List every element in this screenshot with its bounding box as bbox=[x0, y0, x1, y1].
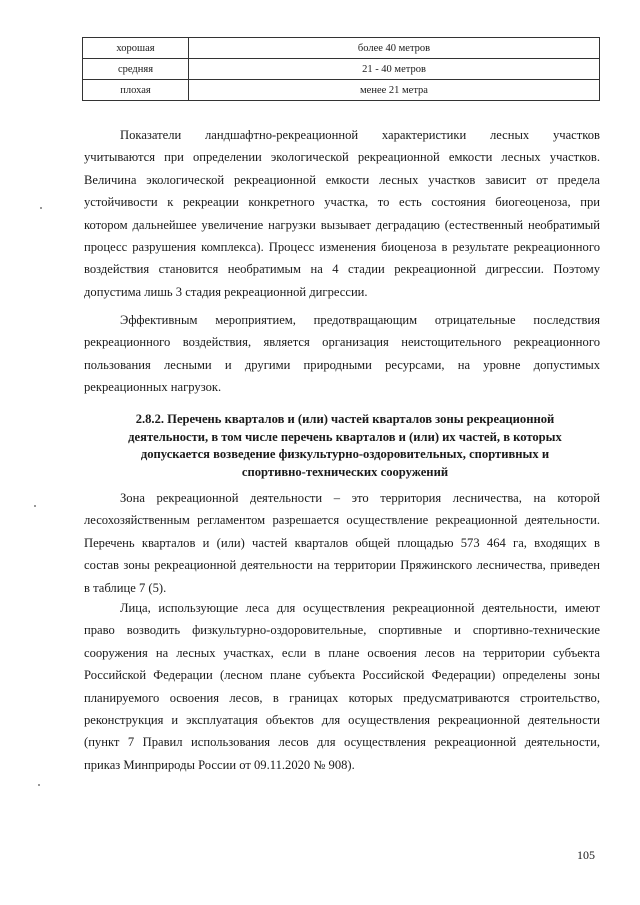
text-line: рекреационных нагрузок. bbox=[84, 380, 222, 395]
text-line: Зона рекреационной деятельности – это территория лесничества, на которой bbox=[120, 491, 600, 505]
paragraph-recreation-zone bbox=[84, 487, 600, 599]
text-line: в таблице 7 (5). bbox=[84, 580, 167, 595]
paragraph-recreation-indicators bbox=[84, 124, 600, 303]
grade-cell: хорошая bbox=[83, 38, 189, 59]
table-row bbox=[83, 59, 600, 80]
grade-cell: плохая bbox=[83, 80, 189, 101]
scan-speck bbox=[34, 505, 36, 507]
text-line: Величина экологической рекреационной емкости лесных участков зависит от предела bbox=[84, 172, 600, 187]
text-line: котором дальнейшее увеличение нагрузки вызывает деградацию (естественный необратимый bbox=[84, 217, 600, 232]
text-line: пользования лесными и другими природными ресурсами, на уровне допустимых bbox=[84, 357, 600, 372]
text-line: приказ Минприроды России от 09.11.2020 № 908). bbox=[84, 757, 355, 772]
table-row bbox=[83, 38, 600, 59]
grade-cell: средняя bbox=[83, 59, 189, 80]
text-line: Перечень кварталов и (или) частей кварталов общей площадью 573 464 га, входящих в bbox=[84, 535, 600, 550]
value-cell: более 40 метров bbox=[189, 38, 600, 59]
value-cell: менее 21 метра bbox=[189, 80, 600, 101]
text-line: Лица, использующие леса для осуществления рекреационной деятельности, имеют bbox=[120, 601, 600, 615]
section-heading bbox=[110, 411, 580, 481]
text-line: (пункт 7 Правил использования лесов для осуществления рекреационной деятельности, bbox=[84, 735, 600, 750]
text-line: право возводить физкультурно-оздоровительные, спортивные и спортивно-технические bbox=[84, 623, 600, 638]
table-row bbox=[83, 80, 600, 101]
value-cell: 21 - 40 метров bbox=[189, 59, 600, 80]
text-line: допустима лишь 3 стадия рекреационной дигрессии. bbox=[84, 284, 368, 299]
text-line: Российской Федерации (лесном плане субъекта Российской Федерации) определены зоны bbox=[84, 668, 600, 683]
scan-speck bbox=[38, 784, 40, 786]
text-line: воздействия становится необратимым на 4 стадии рекреационной дигрессии. Поэтому bbox=[84, 262, 600, 277]
text-line: реконструкция и эксплуатация объектов для осуществления рекреационной деятельности bbox=[84, 713, 600, 728]
text-line: рекреационного воздействия, является организация неистощительного рекреационного bbox=[84, 335, 600, 350]
text-line: планируемого освоения лесов, в границах которых предусматриваются строительство, bbox=[84, 690, 600, 705]
text-line: сооружения на лесных участках, если в плане освоения лесов на территории субъекта bbox=[84, 645, 600, 660]
text-line: лесохозяйственным регламентом разрешается осуществление рекреационной деятельности. bbox=[84, 513, 600, 528]
scan-speck bbox=[40, 207, 42, 209]
landscape-grade-table bbox=[82, 37, 600, 101]
heading-line: 2.8.2. Перечень кварталов и (или) частей кварталов зоны рекреационной bbox=[135, 412, 555, 426]
text-line: процесс разрушения комплекса). Процесс изменения биоценоза в результате рекреационного bbox=[84, 240, 600, 255]
heading-line: допускается возведение физкультурно-оздоровительных, спортивных и bbox=[140, 447, 550, 461]
text-line: устойчивости к рекреации конкретного участка, то есть состояния биогеоценоза, при bbox=[84, 195, 600, 210]
heading-line: спортивно-технических сооружений bbox=[241, 464, 449, 479]
paragraph-construction-rights bbox=[84, 597, 600, 776]
paragraph-effective-measure bbox=[84, 309, 600, 399]
page-number: 105 bbox=[577, 848, 595, 862]
text-line: состав зоны рекреационной деятельности на территории Пряжинского лесничества, приведен bbox=[84, 558, 600, 573]
text-line: Эффективным мероприятием, предотвращающим отрицательные последствия bbox=[120, 313, 600, 327]
heading-line: деятельности, в том числе перечень кварталов и (или) их частей, в которых bbox=[128, 429, 562, 444]
text-line: учитываются при определении экологической рекреационной емкости лесных участков. bbox=[84, 150, 600, 165]
text-line: Показатели ландшафтно-рекреационной характеристики лесных участков bbox=[120, 128, 600, 142]
